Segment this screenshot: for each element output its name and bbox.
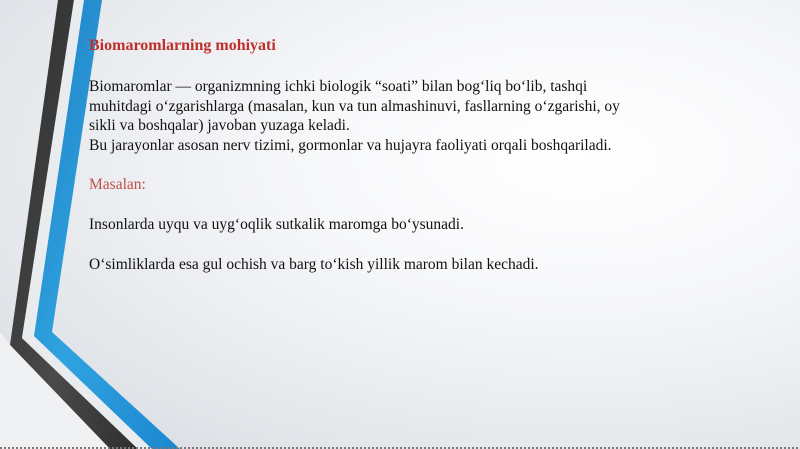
- intro-line-4: Bu jarayonlar asosan nerv tizimi, gormonlar va hujayra faoliyati orqali boshqariladi.: [89, 136, 612, 154]
- example-item-1: Insonlarda uyqu va uyg‘oqlik sutkalik maromga bo‘ysunadi.: [89, 216, 464, 233]
- intro-line-3: sikli va boshqalar) javoban yuzaga keladi.: [89, 117, 350, 134]
- intro-line-1: Biomaromlar — organizmning ichki biologik “soati” bilan bog‘liq bo‘lib, tashqi: [89, 78, 588, 95]
- slide-content: [89, 35, 689, 275]
- example-heading: Masalan:: [89, 176, 146, 193]
- intro-line-2: muhitdagi o‘zgarishlarga (masalan, kun va tun almashinuvi, fasllarning o‘zgarishi, oy: [89, 97, 620, 115]
- slide-title: Biomaromlarning mohiyati: [89, 37, 276, 54]
- example-item-2: O‘simliklarda esa gul ochish va barg to‘kish yillik marom bilan kechadi.: [89, 256, 539, 273]
